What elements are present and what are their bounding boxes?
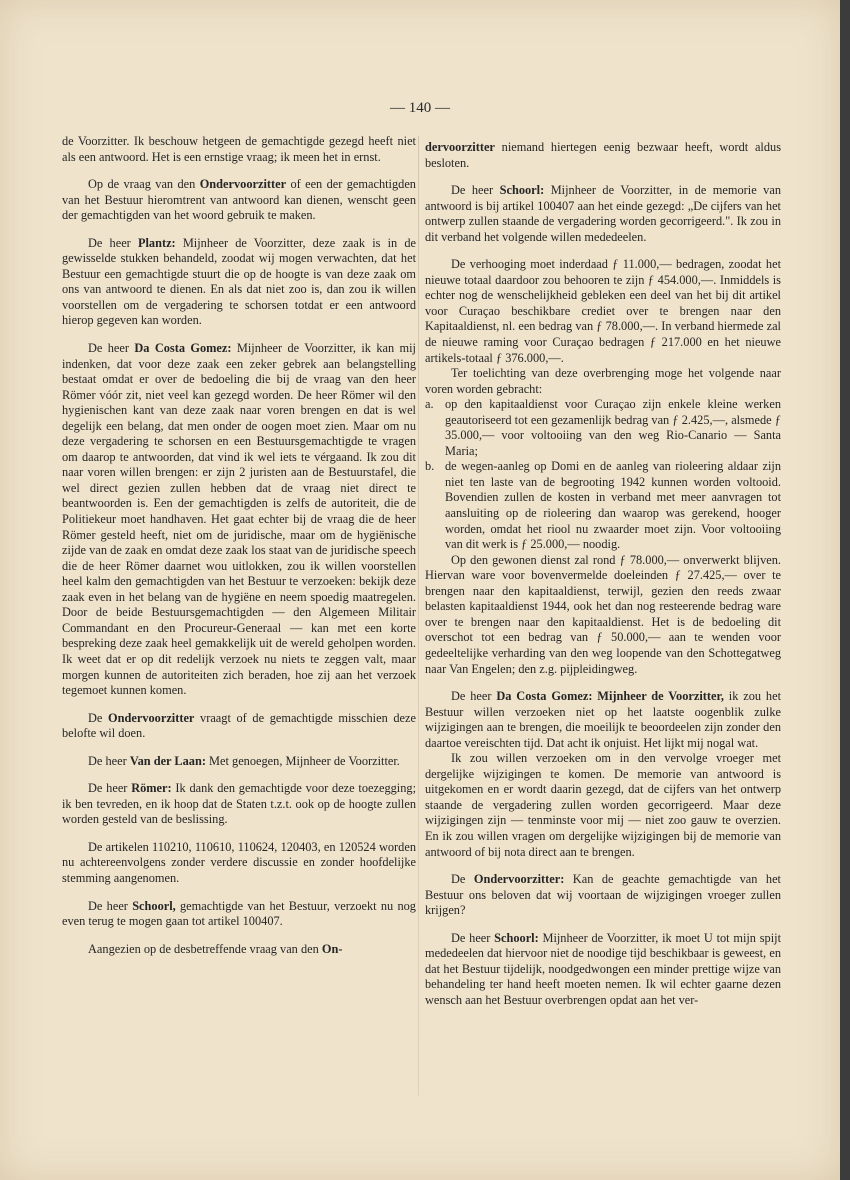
paragraph: de Voorzitter. Ik beschouw hetgeen de gemachtigde gezegd heeft niet als een antwoord. Het is een ernstige vraag; ik meen het in ernst. [62,134,416,164]
paragraph: Op den gewonen dienst zal rond ƒ 78.000,— onverwerkt blijven. Hiervan ware voor bovenvermelde doeleinden ƒ 27.425,— over te brengen naar den kapitaaldienst, terwijl, gezien den reeds zwaar belasten kapitaaldienst 1944, ook het dan nog resteerende bedrag ware over te brengen naar den kapitaaldienst. Het is de bedoeling dit overschot tot een bedrag van ƒ 50.000,— aan te wenden voor gedeeltelijke verharding van den weg loopende van den Schottegatweg naar Van Engelen; den z.g. pijpleidingweg. [425,552,781,676]
paragraph: De heer Schoorl: Mijnheer de Voorzitter, ik moet U tot mijn spijt mededeelen dat hiervoor niet de noodige tijd beschikbaar is geweest, en dat het Bestuur tijdelijk, noodgedwongen een minder prettige wijze van behandeling ter hand heeft moeten nemen. Ik wil echter gaarne dezen wensch aan het Bestuur overbrengen opdat aan het ver- [425,930,781,1007]
paragraph: De heer Schoorl: Mijnheer de Voorzitter, in de memorie van antwoord is bij artikel 100407 aan het einde gezegd: „De cijfers van het ontwerp zullen staande de vergadering worden gecorrigeerd.". Ik zou in dit verband het volgende willen mededeelen. [425,183,781,244]
speaker-name: Schoorl: [494,930,539,945]
paragraph-start: Aangezien op de desbetreffende vraag van den [88,941,322,956]
speaker-name: Da Costa Gomez: Mijnheer de Voorzitter, [496,689,724,704]
paragraph: De artikelen 110210, 110610, 110624, 120403, en 120524 worden nu achtereenvolgens zonder verdere discussie en zonder hoofdelijke stemming aangenomen. [62,839,416,885]
enumerated-list [425,397,781,552]
list-marker: a. [425,397,434,412]
paragraph: Ter toelichting van deze overbrenging moge het volgende naar voren worden gebracht: [425,366,781,396]
paragraph: De heer Van der Laan: Met genoegen, Mijnheer de Voorzitter. [88,753,400,768]
paragraph: Op de vraag van den Ondervoorzitter of een der gemachtigden van het Bestuur hieromtrent van antwoord kan dienen, wenscht geen der gemachtigden van het woord gebruik te maken. [62,177,416,223]
paragraph: De heer Da Costa Gomez: Mijnheer de Voorzitter, ik zou het Bestuur willen verzoeken niet op het laatste oogenblik zulke wijzigingen aan te brengen, die moeilijk te beoordeelen zijn zonder den daartoe vereischten tijd. Dat acht ik onjuist. Het lijkt mij nogal wat. [425,689,781,750]
paragraph: De Ondervoorzitter: Kan de geachte gemachtigde van het Bestuur ons beloven dat wij voortaan de wijzigingen vroeger zullen krijgen? [425,872,781,918]
paragraph: De heer Da Costa Gomez: Mijnheer de Voorzitter, ik kan mij indenken, dat voor deze zaak een zeker gebrek aan belangstelling bestaat omdat er over de bedoeling die bij de vraag van den heer Römer vóór zit, niet veel kan gezegd worden. De heer Römer wil den hygienischen kant van deze zaak naar voren brengen en dat is wel degelijk een belang, dat men onder de oogen moet zien. Maar om nu deze vergadering te schorsen en een Bestuursgemachtigde te vragen om daarop te antwoorden, dat vind ik wel iets te vérgaand. Ik zou dit naar voren willen brengen: er zijn 2 juristen aan de Bestuurstafel, die wel direct gezien zullen hebben dat de vraag niet direct te beantwoorden is. Een der gemachtigden is zelfs de autoriteit, die de Politiekeur moet handhaven. Het gaat echter bij de vraag die de heer Römer gesteld heeft, niet om de juridische, maar om de hygiënische zijde van de zaak en omdat deze zaak los staat van de juridische speech die de heer Römer daarnet wou uitlokken, zou ik willen voorstellen heel kalm den gemachtigden van het Bestuur te verzoeken: bekijk deze zaak even in het belang van de hygiëne en neem spoedig maatregelen. Door de beide Bestuursgemachtigden — den Algemeen Militair Commandant en den Procureur-Generaal — kan met een korte bespreking deze zaak heel gemakkelijk uit de wereld geholpen worden. Ik weet dat er op dit redelijk verzoek nu niets te zeggen valt, maar morgen kunnen de autoriteiten zich beraden, hoe zij aan het verzoek tegemoet kunnen komen. [62,341,416,698]
right-column [425,140,781,1008]
paragraph: Ik zou willen verzoeken om in den vervolge vroeger met dergelijke wijzigingen te komen. De memorie van antwoord is uitgekomen en er wordt daarin gezegd, dat de cijfers van het ontwerp staande de vergadering zullen worden gecorrigeerd. Maar deze wijzigingen zijn — tenminste voor mij — niet zoo gauw te overzien. En ik zou willen vragen om dergelijke wijzigingen bij de memorie van antwoord of bij nota direct aan te brengen. [425,751,781,859]
split-word: On- [321,941,343,956]
paragraph: De heer Schoorl, gemachtigde van het Bestuur, verzoekt nu nog even terug te mogen gaan tot artikel 100407. [62,898,416,929]
speaker-name: Römer: [131,781,172,796]
paragraph: De heer Römer: Ik dank den gemachtigde voor deze toezegging; ik ben tevreden, en ik hoop dat de Staten t.z.t. ook op de hoogte zullen worden gesteld van de beslissing. [62,781,416,827]
paragraph: De Ondervoorzitter vraagt of de gemachtigde misschien deze belofte wil doen. [62,710,416,741]
speaker-name: Ondervoorzitter: [473,872,565,887]
speaker-name: Ondervoorzitter [108,710,195,725]
speaker-name: dervoorzitter [425,140,495,154]
speaker-name: Van der Laan: [129,753,206,768]
paragraph: De heer Plantz: Mijnheer de Voorzitter, deze zaak is in de gewisselde stukken behandeld, zoodat wij mogen verwachten, dat het Bestuur een gemachtigde stuurt die op de hoogte is van deze zaak om ons van antwoord te dienen. En als dat niet zoo is, dan zou ik willen voorstellen om de vergadering te schorsen totdat er een antwoord hierop gegeven kan worden. [62,235,416,328]
scan-edge [840,0,850,1180]
speaker-name: Schoorl, [132,898,176,913]
left-column [62,134,416,957]
speaker-name: Schoorl: [499,183,545,198]
paragraph: De verhooging moet inderdaad ƒ 11.000,— bedragen, zoodat het nieuwe totaal daardoor zou behooren te zijn ƒ 454.000,—. Inmiddels is echter nog de wenschelijkheid gebleken een deel van het bij dit artikel voor Curaçao beschikbare crediet over te brengen naar den Kapitaaldienst, nl. een bedrag van ƒ 78.000,—. In verband hiermede zal de nieuwe raming voor Curaçao bedragen ƒ 217.000 en het nieuwe artikels-totaal ƒ 376.000,—. [425,257,781,365]
paragraph: dervoorzitter niemand hiertegen eenig bezwaar heeft, wordt aldus besloten. [425,140,781,170]
list-marker: b. [425,459,435,474]
list-item: a. op den kapitaaldienst voor Curaçao zijn enkele kleine werken geautoriseerd tot een gezamenlijk bedrag van ƒ 2.425,—, alsmede ƒ 35.000,— voor voltooiing van den weg Rio-Canario — Santa Maria; [425,397,781,458]
page-number: — 140 — [390,100,450,116]
speaker-name: Plantz: [137,235,176,250]
paragraph-continued [62,942,416,958]
speaker-name: Ondervoorzitter [199,177,287,192]
list-item: b. de wegen-aanleg op Domi en de aanleg van rioleering aldaar zijn niet ten laste van de begrooting 1942 kunnen worden voltooid. Bovendien zullen de kosten in verband met meer aanvragen tot aansluiting op de rioleering dan waarop was gerekend, hooger worden, omdat het riool nu zwaarder moet zijn. Voor voltooiing van dit werk is ƒ 25.000,— noodig. [425,459,781,552]
column-divider [418,136,419,1096]
speaker-name: Da Costa Gomez: [134,341,232,356]
